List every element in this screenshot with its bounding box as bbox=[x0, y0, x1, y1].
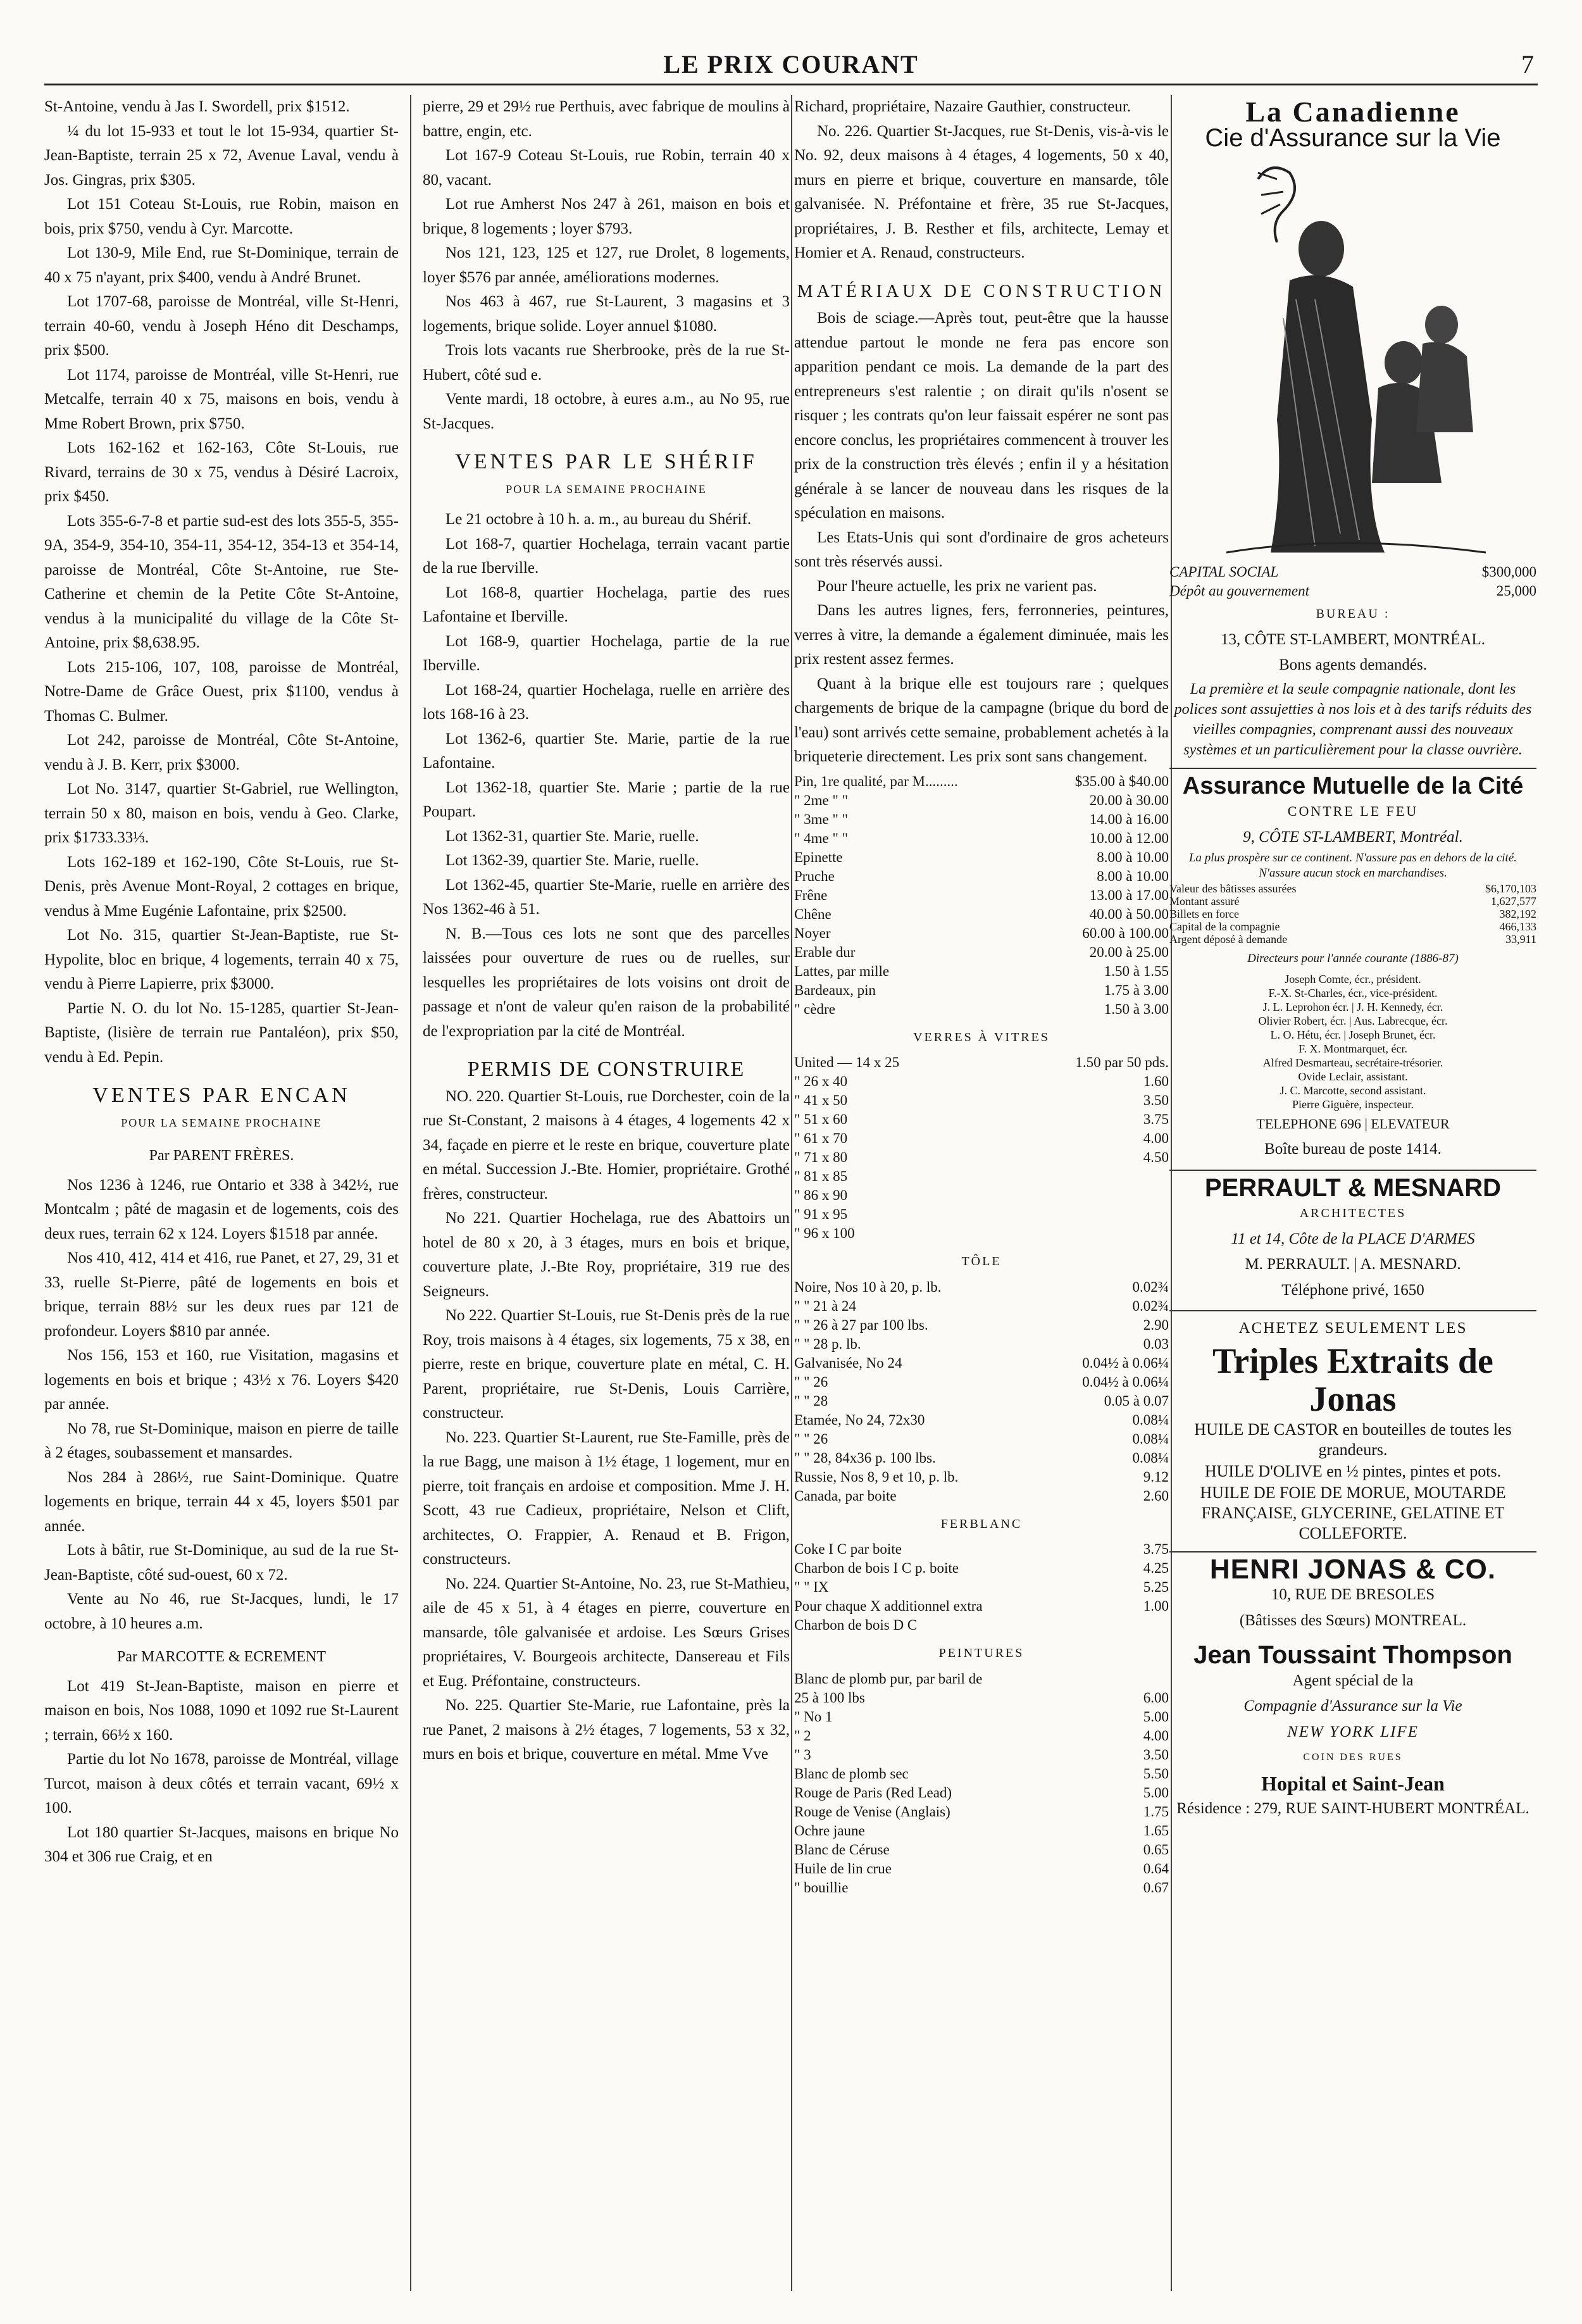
price-row: Rouge de Paris (Red Lead) 5.00 bbox=[794, 1784, 1169, 1801]
ad-boite: Boîte bureau de poste 1414. bbox=[1264, 1140, 1442, 1158]
auctioneer-name: Par MARCOTTE & ECREMENT bbox=[117, 1649, 326, 1665]
price-row: Coke I C par boite 3.75 bbox=[794, 1541, 1169, 1557]
director: J. L. Leprohon écr. | J. H. Kennedy, écr. bbox=[1262, 1000, 1443, 1013]
section-heading-ferblanc: FERBLANC bbox=[940, 1516, 1023, 1531]
price-row: " 91 x 95 bbox=[794, 1206, 848, 1222]
sherif-entry: Lot 1362-39, quartier Ste. Marie, ruelle. bbox=[445, 852, 699, 869]
price-row: " " 26 0.08¼ bbox=[794, 1430, 1169, 1447]
ad-address: 11 et 14, Côte de la PLACE D'ARMES bbox=[1231, 1230, 1475, 1247]
price-row: Frêne 13.00 à 17.00 bbox=[794, 887, 1169, 903]
price-row: Blanc de plomb pur, par baril de bbox=[794, 1670, 983, 1687]
price-row: Noyer 60.00 à 100.00 bbox=[794, 925, 1169, 941]
price-row: " 26 x 40 1.60 bbox=[794, 1073, 1169, 1089]
section-heading-encan: VENTES PAR ENCAN bbox=[92, 1084, 351, 1107]
permit-entry: No. 225. Quartier Ste-Marie, rue Lafontaine, près la rue Panet, 2 maisons à 2½ étages, 7 logements, 53 x 32, murs en bois et brique, couverture en métal. Mme Vve bbox=[423, 1697, 790, 1763]
sale-entry: Lots 215-106, 107, 108, paroisse de Montréal, Notre-Dame de Grâce Ouest, prix $1100, vendus à Thomas C. Bulmer. bbox=[44, 658, 399, 725]
price-row: " cèdre 1.50 à 3.00 bbox=[794, 1001, 1169, 1017]
column-4-advertisements bbox=[1169, 95, 1536, 2291]
ad-telephone: TELEPHONE 696 | ELEVATEUR bbox=[1256, 1115, 1450, 1132]
sherif-entry: Lot 1362-6, quartier Ste. Marie, partie de la rue Lafontaine. bbox=[423, 730, 790, 772]
price-row: " 81 x 85 bbox=[794, 1168, 848, 1184]
ad-agents: Bons agents demandés. bbox=[1279, 656, 1427, 673]
ad-henri-jonas bbox=[1169, 1552, 1536, 1829]
ad-agent: Agent spécial de la bbox=[1292, 1671, 1414, 1689]
depot-row: Dépôt au gouvernement 25,000 bbox=[1169, 583, 1536, 599]
price-row: " 71 x 80 4.50 bbox=[794, 1149, 1169, 1165]
ad-blurb: La plus prospère sur ce continent. N'assure pas en dehors de la cité. N'assure aucun stock en marchandises. bbox=[1188, 851, 1517, 880]
price-row: " " 26 0.04½ à 0.06¼ bbox=[794, 1373, 1169, 1390]
price-row: Bardeaux, pin 1.75 à 3.00 bbox=[794, 982, 1169, 998]
market-report: Bois de sciage.—Après tout, peut-être que la hausse attendue partout le monde ne fera pas encore son apparition pendant ce mois. La demande de la part des entrepreneurs s'est ralentie ; on dirait qu'ils n'osent se risquer ; les contrats qu'on leur faissait espérer ne sont pas encore conclus, les propriétaires commencent à trouver les prix de la construction très élevés ; enfin il y a hésitation générale à se lancer de nouveau dans les risques de la spéculation en maisons. bbox=[794, 309, 1169, 522]
ad-product: HUILE DE CASTOR en bouteilles de toutes les grandeurs. bbox=[1194, 1420, 1512, 1459]
capital-row: CAPITAL SOCIAL $300,000 bbox=[1169, 564, 1536, 580]
price-row: " 4me " " 10.00 à 12.00 bbox=[794, 830, 1169, 846]
ad-address: 13, CÔTE ST-LAMBERT, MONTRÉAL. bbox=[1221, 630, 1485, 648]
column-rule bbox=[791, 95, 792, 2291]
column-2 bbox=[423, 95, 790, 2291]
ad-title: Assurance Mutuelle de la Cité bbox=[1182, 772, 1524, 799]
auction-entry: Nos 121, 123, 125 et 127, rue Drolet, 8 logements, loyer $576 par année, améliorations modernes. bbox=[423, 244, 790, 286]
ad-mutuelle bbox=[1169, 769, 1536, 1171]
section-heading-peintures: PEINTURES bbox=[938, 1646, 1025, 1660]
price-row: United — 14 x 25 1.50 par 50 pds. bbox=[794, 1054, 1169, 1070]
market-report: Pour l'heure actuelle, les prix ne varient pas. bbox=[817, 577, 1097, 595]
price-row: Charbon de bois D C bbox=[794, 1617, 918, 1633]
auction-entry: Nos 156, 153 et 160, rue Visitation, magasins et logements en bois et brique ; 43½ x 76. Loyers $420 par année. bbox=[44, 1347, 399, 1413]
sherif-entry: Lot 1362-31, quartier Ste. Marie, ruelle. bbox=[445, 827, 699, 845]
page-title: LE PRIX COURANT bbox=[663, 50, 919, 78]
director: Olivier Robert, écr. | Aus. Labrecque, écr. bbox=[1258, 1014, 1448, 1027]
sherif-note: N. B.—Tous ces lots ne sont que des parcelles laissées pour ouverture de rues ou de ruelles, sur lesquelles les propriétaires de lots voisins ont droit de passage et n'ont de valeur qu'en raison de la probabilité de l'expropriation par la cité de Montréal. bbox=[423, 925, 790, 1040]
price-row: Rouge de Venise (Anglais) 1.75 bbox=[794, 1803, 1169, 1820]
column-3 bbox=[794, 95, 1169, 2291]
sale-entry: Lot No. 3147, quartier St-Gabriel, rue Wellington, terrain 50 x 80, maison en bois, vendu à Geo. Clarke, prix $1733.33⅓. bbox=[44, 780, 399, 846]
column-1 bbox=[44, 95, 399, 2291]
ad-hopital: Hopital et Saint-Jean bbox=[1261, 1771, 1445, 1795]
price-row: Blanc de Céruse 0.65 bbox=[794, 1841, 1169, 1858]
permit-entry: No 221. Quartier Hochelaga, rue des Abattoirs un hotel de 80 x 20, à 3 étages, murs en bois et brique, couverture plate, J.-Bte Roy, propriétaire, 319 rue des Seigneurs. bbox=[423, 1209, 790, 1300]
price-row: Canada, par boite 2.60 bbox=[794, 1487, 1169, 1504]
market-report: Dans les autres lignes, fers, ferronneries, peintures, verres à vitre, la demande a également diminuée, mais les prix restent assez fermes. bbox=[794, 602, 1169, 668]
ad-product: HUILE D'OLIVE en ½ pintes, pintes et pots. bbox=[1204, 1461, 1502, 1480]
price-row: Ochre jaune 1.65 bbox=[794, 1822, 1169, 1839]
stat-row: Capital de la compagnie 466,133 bbox=[1169, 920, 1536, 933]
ad-bureau: BUREAU : bbox=[1316, 607, 1390, 621]
director: Joseph Comte, écr., président. bbox=[1285, 972, 1421, 985]
price-row: " 86 x 90 bbox=[794, 1187, 848, 1203]
price-row: " No 1 5.00 bbox=[794, 1708, 1169, 1725]
section-heading-tole: TÔLE bbox=[961, 1254, 1002, 1268]
auction-entry: Lot rue Amherst Nos 247 à 261, maison en bois et brique, 8 logements ; loyer $793. bbox=[423, 196, 790, 237]
bois-price-list bbox=[794, 772, 1169, 1019]
ad-title: Triples Extraits de Jonas bbox=[1212, 1341, 1493, 1419]
ad-jonas bbox=[1169, 1311, 1536, 1552]
director: Alfred Desmarteau, secrétaire-trésorier. bbox=[1262, 1056, 1443, 1069]
ad-title-thompson: Jean Toussaint Thompson bbox=[1193, 1641, 1512, 1669]
section-heading-sherif: VENTES PAR LE SHÉRIF bbox=[455, 450, 757, 473]
price-row: " 2 4.00 bbox=[794, 1727, 1169, 1744]
ad-canadienne bbox=[1169, 95, 1536, 769]
page-number: 7 bbox=[1521, 50, 1534, 78]
price-row: Erable dur 20.00 à 25.00 bbox=[794, 944, 1169, 960]
auction-entry: Vente au No 46, rue St-Jacques, lundi, le 17 octobre, à 10 heures a.m. bbox=[44, 1590, 399, 1632]
ad-subtitle: CONTRE LE FEU bbox=[1287, 803, 1419, 819]
permit-entry: NO. 220. Quartier St-Louis, rue Dorchester, coin de la rue St-Constant, 2 maisons à 4 étages, 4 logements 42 x 34, façade en pierre et le reste en brique, couverture plate en métal. Succession J.-Bte. Homier, propriétaire. Grothé frères, constructeur. bbox=[423, 1087, 790, 1203]
price-row: " 51 x 60 3.75 bbox=[794, 1111, 1169, 1127]
price-row: Epinette 8.00 à 10.00 bbox=[794, 849, 1169, 865]
verres-price-list bbox=[794, 1053, 1169, 1243]
price-row: " 96 x 100 bbox=[794, 1225, 855, 1241]
ad-compagnie: Compagnie d'Assurance sur la Vie bbox=[1243, 1697, 1462, 1715]
stat-row: Valeur des bâtisses assurées $6,170,103 bbox=[1169, 882, 1536, 895]
sherif-entry: Lot 168-8, quartier Hochelaga, partie des rues Lafontaine et Iberville. bbox=[423, 584, 790, 625]
column-rule bbox=[410, 95, 411, 2291]
ad-title: PERRAULT & MESNARD bbox=[1204, 1173, 1502, 1202]
directeurs-heading: Directeurs pour l'année courante (1886-87) bbox=[1247, 952, 1459, 965]
auction-entry: Nos 463 à 467, rue St-Laurent, 3 magasins et 3 logements, brique solide. Loyer annuel $1080. bbox=[423, 293, 790, 335]
price-row: Pruche 8.00 à 10.00 bbox=[794, 868, 1169, 884]
price-row: " 41 x 50 3.50 bbox=[794, 1092, 1169, 1108]
price-row: " 3me " " 14.00 à 16.00 bbox=[794, 811, 1169, 827]
section-heading-permis: PERMIS DE CONSTRUIRE bbox=[467, 1058, 745, 1081]
auction-entry: Trois lots vacants rue Sherbrooke, près de la rue St-Hubert, côté sud e. bbox=[423, 342, 790, 384]
permit-entry: No. 223. Quartier St-Laurent, rue Ste-Famille, près de la rue Bagg, une maison à 1½ étage, 1 logement, mur en pierre, toit français en ardoise et composition. Mme J. H. Scott, 43 rue Cadieux, propriétaire, Nelson et Clift, architectes, O. Frappier, A. Renaud et B. Frigon, constructeurs. bbox=[423, 1428, 790, 1568]
masthead bbox=[44, 46, 1538, 85]
sale-entry: ¼ du lot 15-933 et tout le lot 15-934, quartier St-Jean-Baptiste, terrain 25 x 72, Avenue Laval, vendu à Jos. Gingras, prix $305. bbox=[44, 122, 399, 189]
sale-entry: St-Antoine, vendu à Jas I. Swordell, prix $1512. bbox=[44, 98, 350, 115]
price-row: " " 28 0.05 à 0.07 bbox=[794, 1392, 1169, 1409]
price-row: Etamée, No 24, 72x30 0.08¼ bbox=[794, 1411, 1169, 1428]
sale-entry: Lot 151 Coteau St-Louis, rue Robin, maison en bois, prix $750, vendu à Cyr. Marcotte. bbox=[44, 196, 399, 237]
stat-row: Montant assuré 1,627,577 bbox=[1169, 895, 1536, 908]
ad-title: HENRI JONAS & CO. bbox=[1209, 1553, 1497, 1585]
market-report: Les Etats-Unis qui sont d'ordinaire de gros acheteurs sont très réservés aussi. bbox=[794, 528, 1169, 570]
sherif-entry: Lot 1362-18, quartier Ste. Marie ; partie de la rue Poupart. bbox=[423, 778, 790, 820]
tole-price-list bbox=[794, 1278, 1169, 1506]
price-row: Russie, Nos 8, 9 et 10, p. lb. 9.12 bbox=[794, 1468, 1169, 1485]
sale-entry: Lot 130-9, Mile End, rue St-Dominique, terrain de 40 x 75 n'ayant, prix $400, vendu à André Brunet. bbox=[44, 244, 399, 286]
sale-entry: Lot 1707-68, paroisse de Montréal, ville St-Henri, terrain 40-60, vendu à Joseph Héno dit Deschamps, prix $500. bbox=[44, 293, 399, 359]
price-row: Noire, Nos 10 à 20, p. lb. 0.02¾ bbox=[794, 1278, 1169, 1295]
ad-address: (Bâtisses des Sœurs) MONTREAL. bbox=[1239, 1611, 1467, 1629]
ad-address: 10, RUE DE BRESOLES bbox=[1271, 1586, 1435, 1603]
auction-entry: Lot 167-9 Coteau St-Louis, rue Robin, terrain 40 x 80, vacant. bbox=[423, 147, 790, 189]
sherif-entry: Lot 168-9, quartier Hochelaga, partie de la rue Iberville. bbox=[423, 632, 790, 674]
price-row: Chêne 40.00 à 50.00 bbox=[794, 906, 1169, 922]
sale-entry: Lot 242, paroisse de Montréal, Côte St-Antoine, vendu à J. B. Kerr, prix $3000. bbox=[44, 732, 399, 773]
price-row: " " 21 à 24 0.02¾ bbox=[794, 1297, 1169, 1314]
sale-entry: Lots 162-189 et 162-190, Côte St-Louis, rue St-Denis, près Avenue Mont-Royal, 2 cottages en brique, vendus à Mme Eugénie Lafontaine, prix $2500. bbox=[44, 853, 399, 920]
sale-entry: Lot 1174, paroisse de Montréal, ville St-Henri, rue Metcalfe, terrain 40 x 75, maisons en bois, vendu à Mme Robert Brown, prix $750. bbox=[44, 366, 399, 432]
ad-perrault-mesnard bbox=[1169, 1171, 1536, 1312]
price-row: " " 28, 84x36 p. 100 lbs. 0.08¼ bbox=[794, 1449, 1169, 1466]
permit-entry: No. 226. Quartier St-Jacques, rue St-Denis, vis-à-vis le No. 92, deux maisons à 4 étages, 4 logements, 50 x 40, murs en pierre et brique, couverture en mansarde, tôle galvanisée. N. Préfontaine et frère, 35 rue St-Jacques, propriétaires, J. B. Resther et fils, architecte, Lemay et Homier et A. Renaud, constructeurs. bbox=[794, 122, 1169, 261]
price-row: Blanc de plomb sec 5.50 bbox=[794, 1765, 1169, 1782]
permit-entry: Richard, propriétaire, Nazaire Gauthier, constructeur. bbox=[794, 98, 1131, 115]
stat-row: Argent déposé à demande 33,911 bbox=[1169, 933, 1536, 946]
director: Ovide Leclair, assistant. bbox=[1298, 1070, 1408, 1083]
price-row: Charbon de bois I C p. boite 4.25 bbox=[794, 1560, 1169, 1576]
price-row: 25 à 100 lbs 6.00 bbox=[794, 1689, 1169, 1706]
sale-entry: Lots 162-162 et 162-163, Côte St-Louis, rue Rivard, terrains de 30 x 75, vendus à Désiré Lacroix, prix $450. bbox=[44, 439, 399, 505]
auction-entry: Nos 410, 412, 414 et 416, rue Panet, et 27, 29, 31 et 33, ruelle St-Pierre, pâté de logements en bois et brique, terrain 88½ sur les deux rues par 121 de profondeur. Loyers $810 par année. bbox=[44, 1249, 399, 1340]
permit-entry: No 222. Quartier St-Louis, rue St-Denis près de la rue Roy, trois maisons à 4 étages, six logements, 75 x 38, en pierre, reste en brique, couverture plate en métal, C. H. Parent, propriétaire, rue St-Denis, Louis Carrière, constructeur. bbox=[423, 1307, 790, 1421]
auction-entry: Nos 1236 à 1246, rue Ontario et 338 à 342½, rue Montcalm ; pâté de magasin et de logements, cois des deux rues, terrain 62 x 124. Loyers $1518 par année. bbox=[44, 1176, 399, 1242]
director: Pierre Giguère, inspecteur. bbox=[1292, 1097, 1414, 1111]
sherif-entry: Lot 168-24, quartier Hochelaga, ruelle en arrière des lots 168-16 à 23. bbox=[423, 681, 790, 723]
director: F.-X. St-Charles, écr., vice-président. bbox=[1268, 986, 1438, 999]
ad-residence: Résidence : 279, RUE SAINT-HUBERT MONTRÉAL. bbox=[1176, 1800, 1529, 1817]
ad-subtitle: ARCHITECTES bbox=[1299, 1206, 1407, 1220]
price-row: " 61 x 70 4.00 bbox=[794, 1130, 1169, 1146]
permit-entry: No. 224. Quartier St-Antoine, No. 23, rue St-Mathieu, aile de 45 x 51, à 4 étages en pierre, couverture en mansarde, tôle galvanisée et ardoise. Les Sœurs Grises propriétaires, V. Bourgeois architecte, Dansereau et Fils et Eug. Préfontaine, constructeurs. bbox=[423, 1575, 790, 1690]
ad-address: 9, CÔTE ST-LAMBERT, Montréal. bbox=[1243, 828, 1463, 846]
price-row: Lattes, par mille 1.50 à 1.55 bbox=[794, 963, 1169, 979]
section-heading-materiaux: MATÉRIAUX DE CONSTRUCTION bbox=[797, 281, 1166, 301]
ad-blurb: La première et la seule compagnie nationale, dont les polices sont assujetties à nos lois et à des tarifs réduits des vieilles compagnies, comprenant aussi des nouveaux systèmes et un particulièrement pour la classe ouvrière. bbox=[1174, 680, 1532, 758]
price-row: " 3 3.50 bbox=[794, 1746, 1169, 1763]
allegorical-engraving-image bbox=[1214, 154, 1492, 559]
sale-entry: Lot No. 315, quartier St-Jean-Baptiste, rue St-Hypolite, bloc en brique, 4 logements, terrain 40 x 75, vendu à Pierre Lapierre, prix $3000. bbox=[44, 927, 399, 992]
price-row: Galvanisée, No 24 0.04½ à 0.06¼ bbox=[794, 1354, 1169, 1371]
stat-row: Billets en force 382,192 bbox=[1169, 908, 1536, 920]
price-row: " 2me " " 20.00 à 30.00 bbox=[794, 792, 1169, 808]
director: L. O. Hétu, écr. | Joseph Brunet, écr. bbox=[1270, 1028, 1436, 1041]
price-row: Pour chaque X additionnel extra 1.00 bbox=[794, 1598, 1169, 1614]
auction-entry: Lot 180 quartier St-Jacques, maisons en brique No 304 et 306 rue Craig, et en bbox=[44, 1823, 399, 1865]
auction-entry: Lots à bâtir, rue St-Dominique, au sud de la rue St-Jean-Baptiste, côté sud-ouest, 60 x 72. bbox=[44, 1542, 399, 1584]
auction-entry: Partie du lot No 1678, paroisse de Montréal, village Turcot, maison à deux côtés et terrain vacant, 69½ x 100. bbox=[44, 1751, 399, 1816]
auction-entry: Nos 284 à 286½, rue Saint-Dominique. Quatre logements en brique, terrain 44 x 45, loyers $501 par année. bbox=[44, 1468, 399, 1535]
price-row: " " IX 5.25 bbox=[794, 1579, 1169, 1595]
sherif-entry: Le 21 octobre à 10 h. a. m., au bureau du Shérif. bbox=[445, 511, 752, 528]
auction-entry: pierre, 29 et 29½ rue Perthuis, avec fabrique de moulins à battre, engin, etc. bbox=[423, 98, 790, 140]
section-heading-verres: VERRES À VITRES bbox=[913, 1030, 1050, 1044]
ad-subtitle: Cie d'Assurance sur la Vie bbox=[1205, 123, 1501, 152]
price-row: Huile de lin crue 0.64 bbox=[794, 1860, 1169, 1877]
ad-title: La Canadienne bbox=[1245, 96, 1461, 128]
ferblanc-price-list bbox=[794, 1540, 1169, 1635]
price-row: " " 28 p. lb. 0.03 bbox=[794, 1335, 1169, 1352]
ad-product: HUILE DE FOIE DE MORUE, MOUTARDE FRANÇAISE, GLYCERINE, GELATINE ET COLLEFORTE. bbox=[1200, 1483, 1506, 1542]
price-row: Pin, 1re qualité, par M......... $35.00 à $40.00 bbox=[794, 773, 1169, 789]
sherif-entry: Lot 1362-45, quartier Ste-Marie, ruelle en arrière des Nos 1362-46 à 51. bbox=[423, 876, 790, 918]
auction-entry: No 78, rue St-Dominique, maison en pierre de taille à 2 étages, soubassement et mansardes. bbox=[44, 1420, 399, 1461]
sherif-entry: Lot 168-7, quartier Hochelaga, terrain vacant partie de la rue Iberville. bbox=[423, 535, 790, 577]
director: J. C. Marcotte, second assistant. bbox=[1280, 1084, 1426, 1097]
director: F. X. Montmarquet, écr. bbox=[1298, 1042, 1408, 1055]
price-row: " " 26 à 27 par 100 lbs. 2.90 bbox=[794, 1316, 1169, 1333]
market-report: Quant à la brique elle est toujours rare ; quelques chargements de brique de la campagne (brique du bord de l'eau) sont arrivés cette semaine, probablement achetés à la briqueterie directement. Les prix sont sans changement. bbox=[794, 675, 1169, 765]
ad-coin: COIN DES RUES bbox=[1303, 1752, 1403, 1763]
sale-entry: Partie N. O. du lot No. 15-1285, quartier St-Jean-Baptiste, (lisière de terrain rue Pantaléon), prix $50, vendu à Ed. Pepin. bbox=[44, 999, 399, 1066]
ad-ny-life: NEW YORK LIFE bbox=[1287, 1723, 1419, 1740]
auction-entry: Vente mardi, 18 octobre, à eures a.m., au No 95, rue St-Jacques. bbox=[423, 390, 790, 432]
auctioneer-name: Par PARENT FRÈRES. bbox=[149, 1147, 294, 1164]
price-row: " bouillie 0.67 bbox=[794, 1879, 1169, 1896]
peintures-price-list bbox=[794, 1670, 1169, 1897]
section-subheading: POUR LA SEMAINE PROCHAINE bbox=[506, 482, 707, 496]
auction-entry: Lot 419 St-Jean-Baptiste, maison en pierre et maison en bois, Nos 1088, 1090 et 1092 rue St-Laurent ; terrain, 66½ x 160. bbox=[44, 1677, 399, 1744]
sale-entry: Lots 355-6-7-8 et partie sud-est des lots 355-5, 355-9A, 354-9, 354-10, 354-11, 354-12, 354-13 et 354-14, paroisse de Montréal, Côte St-Antoine, rue Ste-Catherine et chemin de la Petite Côte St-Antoine, vendus à la municipalité du village de la Côte St-Antoine, prix $8,638.95. bbox=[44, 512, 399, 651]
ad-achetez: ACHETEZ SEULEMENT LES bbox=[1238, 1320, 1467, 1337]
section-subheading: POUR LA SEMAINE PROCHAINE bbox=[121, 1116, 322, 1129]
ad-telephone: Téléphone privé, 1650 bbox=[1281, 1281, 1424, 1299]
ad-names: M. PERRAULT. | A. MESNARD. bbox=[1245, 1256, 1461, 1273]
